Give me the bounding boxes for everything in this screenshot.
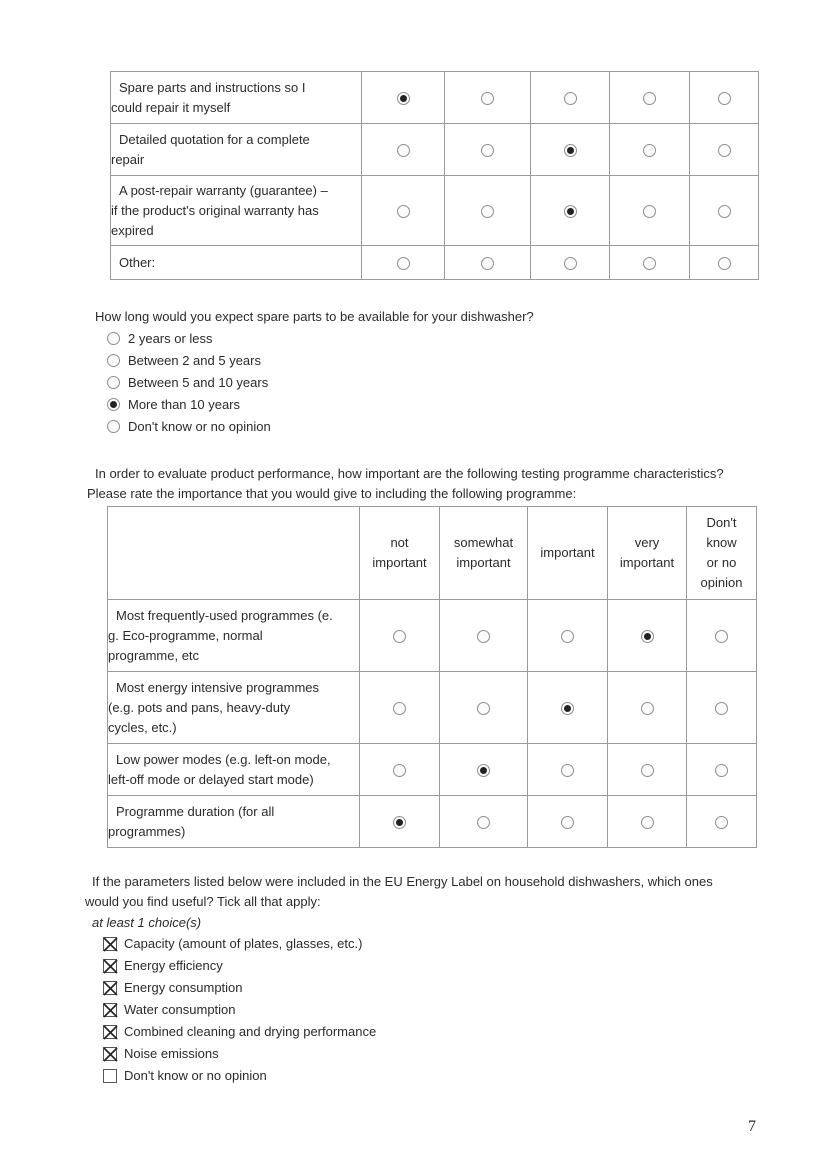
radio-cell (610, 246, 690, 280)
column-header (687, 507, 757, 600)
radio-cell (531, 176, 610, 246)
row-label (108, 672, 360, 744)
column-header-line: not (390, 535, 409, 550)
checkbox-icon[interactable] (103, 1069, 117, 1083)
table-row (111, 72, 759, 124)
page-number: 7 (748, 1118, 756, 1135)
row-label-line: programme, etc (108, 647, 200, 663)
availability-option[interactable] (107, 351, 261, 371)
row-label (108, 796, 360, 848)
radio-cell (690, 124, 759, 176)
radio-cell (360, 600, 440, 672)
radio-cell (362, 246, 445, 280)
option-label: Capacity (amount of plates, glasses, etc.) (124, 936, 363, 951)
rating-radio[interactable] (564, 144, 577, 157)
availability-radio[interactable] (107, 376, 120, 389)
availability-option[interactable] (107, 395, 240, 415)
radio-cell (528, 600, 608, 672)
radio-cell (528, 672, 608, 744)
rating-radio[interactable] (481, 92, 494, 105)
importance-radio[interactable] (641, 630, 654, 643)
option-label: 2 years or less (128, 331, 213, 346)
radio-cell (608, 672, 687, 744)
column-header-line: opinion (700, 575, 743, 590)
radio-cell (690, 246, 759, 280)
repair-options-table (110, 71, 759, 280)
rating-radio[interactable] (643, 205, 656, 218)
rating-radio[interactable] (643, 257, 656, 270)
row-label-line: cycles, etc.) (108, 719, 177, 735)
row-label (111, 176, 362, 246)
radio-cell (362, 72, 445, 124)
radio-cell (362, 124, 445, 176)
radio-cell (440, 744, 528, 796)
rating-radio[interactable] (481, 144, 494, 157)
radio-cell (687, 796, 757, 848)
checked-checkbox-icon[interactable] (103, 1003, 117, 1017)
option-label: Energy efficiency (124, 958, 223, 973)
checked-checkbox-icon[interactable] (103, 959, 117, 973)
table-row (111, 246, 759, 280)
importance-radio[interactable] (393, 764, 406, 777)
importance-radio[interactable] (561, 764, 574, 777)
option-label: Between 5 and 10 years (128, 375, 269, 390)
parameter-option[interactable] (103, 978, 243, 998)
empty-header-cell (108, 507, 360, 600)
column-header (360, 507, 440, 600)
rating-radio[interactable] (397, 144, 410, 157)
row-label-line: could repair it myself (111, 99, 231, 115)
checked-checkbox-icon[interactable] (103, 1025, 117, 1039)
row-label-line: Most frequently-used programmes (e. (116, 607, 333, 623)
availability-radio[interactable] (107, 332, 120, 345)
radio-cell (440, 796, 528, 848)
column-header (608, 507, 687, 600)
column-header-line: or no (706, 555, 737, 570)
importance-radio[interactable] (641, 764, 654, 777)
column-header-line: important (540, 545, 595, 560)
importance-radio[interactable] (561, 816, 574, 829)
energy-label-question-line2: would you find useful? Tick all that apply: (85, 894, 321, 909)
option-label: Don't know or no opinion (128, 419, 271, 434)
rating-radio[interactable] (397, 92, 410, 105)
radio-cell (360, 672, 440, 744)
radio-cell (531, 72, 610, 124)
radio-cell (445, 124, 531, 176)
importance-radio[interactable] (641, 816, 654, 829)
column-header-line: know (706, 535, 737, 550)
radio-cell (445, 72, 531, 124)
row-label-line: programmes) (108, 823, 186, 839)
row-label-line: Low power modes (e.g. left-on mode, (116, 751, 331, 767)
rating-radio[interactable] (481, 257, 494, 270)
radio-cell (610, 72, 690, 124)
choice-requirement-note: at least 1 choice(s) (92, 915, 202, 930)
option-label: Energy consumption (124, 980, 243, 995)
option-label: More than 10 years (128, 397, 241, 412)
row-label-line: Programme duration (for all (116, 803, 275, 819)
rating-radio[interactable] (481, 205, 494, 218)
column-header-line: very (634, 535, 660, 550)
importance-radio[interactable] (477, 702, 490, 715)
column-header-line: important (456, 555, 511, 570)
checked-checkbox-icon[interactable] (103, 937, 117, 951)
row-label-line: if the product's original warranty has (111, 202, 319, 218)
importance-radio[interactable] (561, 630, 574, 643)
checked-checkbox-icon[interactable] (103, 981, 117, 995)
radio-cell (608, 796, 687, 848)
row-label-line: Other: (119, 254, 156, 270)
radio-cell (528, 744, 608, 796)
parameter-option[interactable] (103, 1066, 267, 1086)
importance-radio[interactable] (715, 702, 728, 715)
row-label (108, 600, 360, 672)
importance-radio[interactable] (477, 764, 490, 777)
rating-radio[interactable] (718, 205, 731, 218)
option-label: Noise emissions (124, 1046, 219, 1061)
importance-radio[interactable] (715, 764, 728, 777)
checked-checkbox-icon[interactable] (103, 1047, 117, 1061)
column-header-line: important (372, 555, 427, 570)
availability-radio[interactable] (107, 398, 120, 411)
option-label: Between 2 and 5 years (128, 353, 261, 368)
rating-radio[interactable] (397, 257, 410, 270)
row-label (111, 72, 362, 124)
rating-radio[interactable] (564, 205, 577, 218)
programme-importance-table (107, 506, 757, 848)
parameter-option[interactable] (103, 1022, 376, 1042)
table-row (108, 600, 757, 672)
programme-question-line2: Please rate the importance that you would give to including the following programme: (87, 486, 577, 501)
row-label-line: Spare parts and instructions so I (119, 79, 306, 95)
importance-radio[interactable] (715, 816, 728, 829)
row-label-line: (e.g. pots and pans, heavy-duty (108, 699, 291, 715)
availability-option[interactable] (107, 329, 213, 349)
radio-cell (440, 672, 528, 744)
radio-cell (445, 246, 531, 280)
programme-question-line1: In order to evaluate product performance, how important are the following testing programme characteristics? (95, 466, 724, 481)
radio-cell (687, 672, 757, 744)
table-row (108, 796, 757, 848)
radio-cell (687, 600, 757, 672)
row-label-line: Most energy intensive programmes (116, 679, 320, 695)
parameter-option[interactable] (103, 1044, 219, 1064)
rating-radio[interactable] (718, 144, 731, 157)
column-header (528, 507, 608, 600)
row-label (111, 124, 362, 176)
energy-label-question-line1: If the parameters listed below were included in the EU Energy Label on household dishwashers, which ones (92, 874, 713, 889)
radio-cell (440, 600, 528, 672)
table-row (111, 124, 759, 176)
radio-cell (690, 72, 759, 124)
availability-option[interactable] (107, 417, 271, 437)
row-label-line: left-off mode or delayed start mode) (108, 771, 314, 787)
radio-cell (690, 176, 759, 246)
radio-cell (608, 600, 687, 672)
table-row (108, 744, 757, 796)
availability-option[interactable] (107, 373, 268, 393)
row-label (108, 744, 360, 796)
importance-radio[interactable] (715, 630, 728, 643)
importance-radio[interactable] (393, 702, 406, 715)
column-header-line: important (619, 555, 675, 570)
importance-radio[interactable] (477, 816, 490, 829)
option-label: Combined cleaning and drying performance (124, 1024, 377, 1039)
radio-cell (528, 796, 608, 848)
row-label-line: expired (111, 222, 154, 238)
rating-radio[interactable] (718, 257, 731, 270)
column-header-line: Don't (706, 515, 737, 530)
rating-radio[interactable] (643, 144, 656, 157)
radio-cell (608, 744, 687, 796)
spare-parts-question: How long would you expect spare parts to be available for your dishwasher? (95, 309, 534, 324)
rating-radio[interactable] (643, 92, 656, 105)
radio-cell (362, 176, 445, 246)
row-label-line: Detailed quotation for a complete (119, 131, 310, 147)
importance-radio[interactable] (561, 702, 574, 715)
parameter-option[interactable] (103, 934, 362, 954)
radio-cell (531, 246, 610, 280)
importance-radio[interactable] (393, 630, 406, 643)
column-header (440, 507, 528, 600)
rating-radio[interactable] (718, 92, 731, 105)
header-row (108, 507, 757, 600)
row-label-line: repair (111, 151, 145, 167)
row-label-line: g. Eco-programme, normal (108, 627, 263, 643)
radio-cell (531, 124, 610, 176)
option-label: Water consumption (124, 1002, 236, 1017)
parameter-option[interactable] (103, 1000, 236, 1020)
rating-radio[interactable] (564, 257, 577, 270)
option-label: Don't know or no opinion (124, 1068, 267, 1083)
table-row (111, 176, 759, 246)
rating-radio[interactable] (564, 92, 577, 105)
radio-cell (610, 124, 690, 176)
importance-radio[interactable] (477, 630, 490, 643)
column-header-line: somewhat (453, 535, 514, 550)
parameter-option[interactable] (103, 956, 223, 976)
rating-radio[interactable] (397, 205, 410, 218)
table-row (108, 672, 757, 744)
availability-radio[interactable] (107, 354, 120, 367)
radio-cell (445, 176, 531, 246)
radio-cell (360, 744, 440, 796)
importance-radio[interactable] (641, 702, 654, 715)
availability-radio[interactable] (107, 420, 120, 433)
row-label (111, 246, 362, 280)
radio-cell (610, 176, 690, 246)
row-label-line: A post-repair warranty (guarantee) – (119, 182, 328, 198)
radio-cell (360, 796, 440, 848)
radio-cell (687, 744, 757, 796)
importance-radio[interactable] (393, 816, 406, 829)
